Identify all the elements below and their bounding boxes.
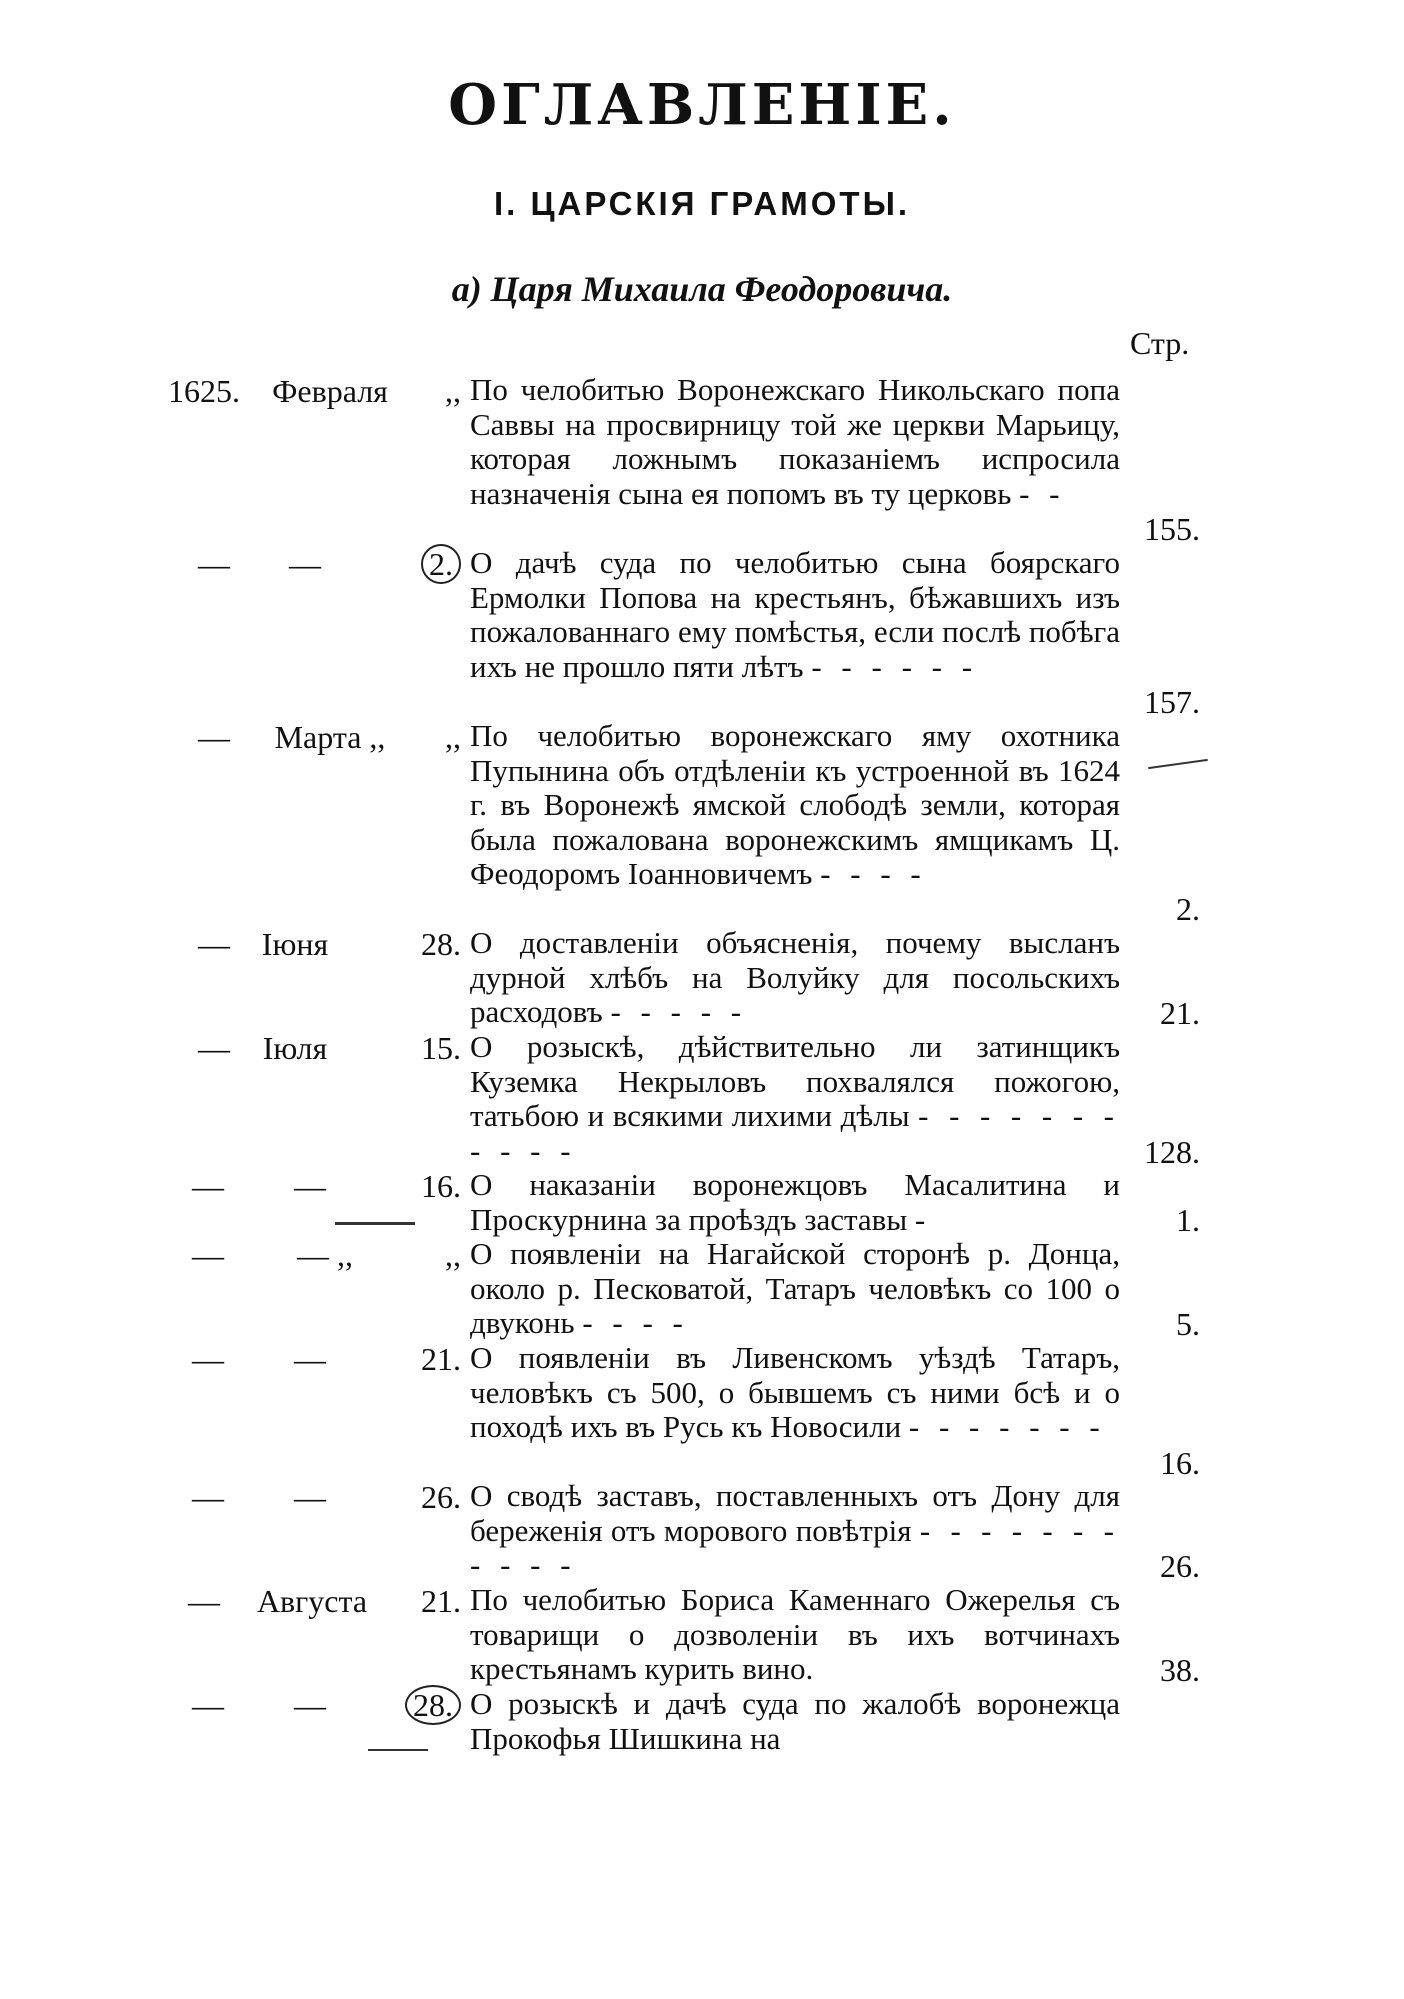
entry-page: 16. xyxy=(1160,1445,1200,1481)
entry-leader: - - - - - - - - - - - xyxy=(470,1512,1121,1582)
margin-mark xyxy=(368,1749,428,1751)
ditto-dash: — xyxy=(198,719,230,755)
entry-page: 1. xyxy=(1176,1202,1200,1238)
ditto-dash: — xyxy=(192,1687,224,1723)
entry-leader: - - - - - - - xyxy=(908,1409,1106,1444)
entry-description xyxy=(470,1687,1120,1756)
entry-day xyxy=(385,1687,461,1724)
entry-description xyxy=(470,1583,1120,1687)
entry-text: О наказаніи воронежцовъ Масалитина и Проскурнина за проѣздъ заставы xyxy=(470,1167,1120,1237)
entry-day: 26. xyxy=(421,1479,461,1515)
entry-description xyxy=(470,546,1120,684)
entry-text: О появленіи на Нагайской сторонѣ р. Донца, около р. Песковатой, Татаръ человѣкъ со 100 о двуконь xyxy=(470,1236,1120,1340)
entry-description xyxy=(470,1168,1120,1237)
entry-day: 21. xyxy=(421,1583,461,1619)
entry-leader: - - - - - xyxy=(610,994,748,1029)
margin-mark xyxy=(335,1222,415,1225)
entry-leader: - - - - - - xyxy=(811,648,979,684)
entry-description xyxy=(470,1237,1120,1341)
entry-day: 28. xyxy=(421,926,461,962)
entry-description xyxy=(470,1341,1120,1445)
entry-month: Августа xyxy=(256,1583,368,1619)
entry-page: 157. xyxy=(1144,684,1200,720)
ditto-dash: — xyxy=(192,1479,224,1515)
entry-day: ,, xyxy=(445,373,461,409)
ditto-dash: — xyxy=(188,1583,220,1619)
ditto-dash: — xyxy=(198,926,230,962)
section-heading: I. ЦАРСКІЯ ГРАМОТЫ. xyxy=(493,185,911,222)
ditto-dash: — xyxy=(192,1237,224,1273)
entry-month: — ,, xyxy=(297,1237,353,1273)
entry-page: 2. xyxy=(1176,891,1200,927)
entry-month: — xyxy=(294,1687,326,1723)
entry-leader: - - - - xyxy=(582,1305,689,1340)
entry-month: Іюля xyxy=(262,1030,328,1066)
entry-page: 128. xyxy=(1144,1134,1200,1170)
entry-page: 38. xyxy=(1160,1652,1200,1688)
entry-text: По челобитью Воронежскаго Никольскаго попа Саввы на просвирницу той же церкви Марьицу, которая ложнымъ показаніемъ испросила назначенія сына ея попомъ въ ту церковь xyxy=(470,372,1120,511)
entry-text: О сводѣ заставъ, поставленныхъ отъ Дону для береженія отъ морового повѣтрія xyxy=(470,1478,1120,1548)
entry-month: — xyxy=(294,1479,326,1515)
entry-year: 1625. xyxy=(168,373,240,409)
entry-text: О доставленіи объясненія, почему высланъ дурной хлѣбъ на Волуйку для посольскихъ расходовъ xyxy=(470,925,1120,1029)
entry-leader: - - xyxy=(1019,475,1066,511)
entry-day: 15. xyxy=(421,1030,461,1066)
entry-day xyxy=(385,546,461,583)
entry-description xyxy=(470,926,1120,1030)
entry-month: Іюня xyxy=(261,926,329,962)
entry-text: О розыскѣ и дачѣ суда по жалобѣ воронежца Прокофья Шишкина на xyxy=(470,1686,1120,1756)
entry-description xyxy=(470,719,1120,892)
margin-mark xyxy=(1148,759,1208,769)
ditto-dash: — xyxy=(198,546,230,582)
entry-text: О розыскѣ, дѣйствительно ли затинщикъ Куземка Некрыловъ похвалялся пожогою, татьбою и всякими лихими дѣлы xyxy=(470,1029,1120,1133)
entry-page: 5. xyxy=(1176,1306,1200,1342)
entry-page: 155. xyxy=(1144,511,1200,547)
entry-day: 21. xyxy=(421,1341,461,1377)
entry-leader: - xyxy=(914,1201,932,1237)
entry-text: По челобитью Бориса Каменнаго Ожерелья съ товарищи о дозволеніи въ ихъ вотчинахъ крестьянамъ курить вино. xyxy=(470,1582,1120,1686)
entry-description xyxy=(470,1479,1120,1583)
entry-month: — xyxy=(294,1341,326,1377)
entry-text: По челобитью воронежскаго яму охотника Пупынина объ отдѣленіи къ устроенной въ 1624 г. въ Воронежѣ ямской слободѣ земли, которая была пожалована воронежскимъ ямщикамъ Ц. Феодоромъ Іоанновичемъ xyxy=(470,718,1120,891)
entry-page: 26. xyxy=(1160,1548,1200,1584)
entry-leader: - - - - xyxy=(820,856,927,891)
circled-day: 2. xyxy=(421,544,461,584)
entry-month: — xyxy=(294,1168,326,1204)
entry-day: ,, xyxy=(445,719,461,755)
entry-leader: - - - - - - - - - - - xyxy=(470,1098,1121,1168)
ditto-dash: — xyxy=(192,1341,224,1377)
entry-description xyxy=(470,1030,1120,1168)
entry-month: Марта ,, xyxy=(274,719,386,755)
circled-day: 28. xyxy=(405,1685,461,1725)
page-column-label: Стр. xyxy=(1130,325,1190,361)
page-title: ОГЛАВЛЕНІЕ. xyxy=(448,72,956,138)
subsection-heading: а) Царя Михаила Феодоровича. xyxy=(451,269,953,309)
entry-day: ,, xyxy=(445,1237,461,1273)
ditto-dash: — xyxy=(192,1168,224,1204)
entry-description xyxy=(470,373,1120,511)
entry-month: — xyxy=(289,546,321,582)
ditto-dash: — xyxy=(198,1030,230,1066)
entry-text: О дачѣ суда по челобитью сына боярскаго Ермолки Попова на крестьянъ, бѣжавшихъ изъ пожалованнаго ему помѣстья, если послѣ побѣга ихъ не прошло пяти лѣтъ xyxy=(470,545,1120,684)
entry-text: О появленіи въ Ливенскомъ уѣздѣ Татаръ, человѣкъ съ 500, о бывшемъ съ ними бсѣ и о походѣ ихъ въ Русь къ Новосили xyxy=(470,1340,1120,1444)
entry-month: Февраля xyxy=(272,373,388,409)
entry-day: 16. xyxy=(421,1168,461,1204)
entry-page: 21. xyxy=(1160,995,1200,1031)
